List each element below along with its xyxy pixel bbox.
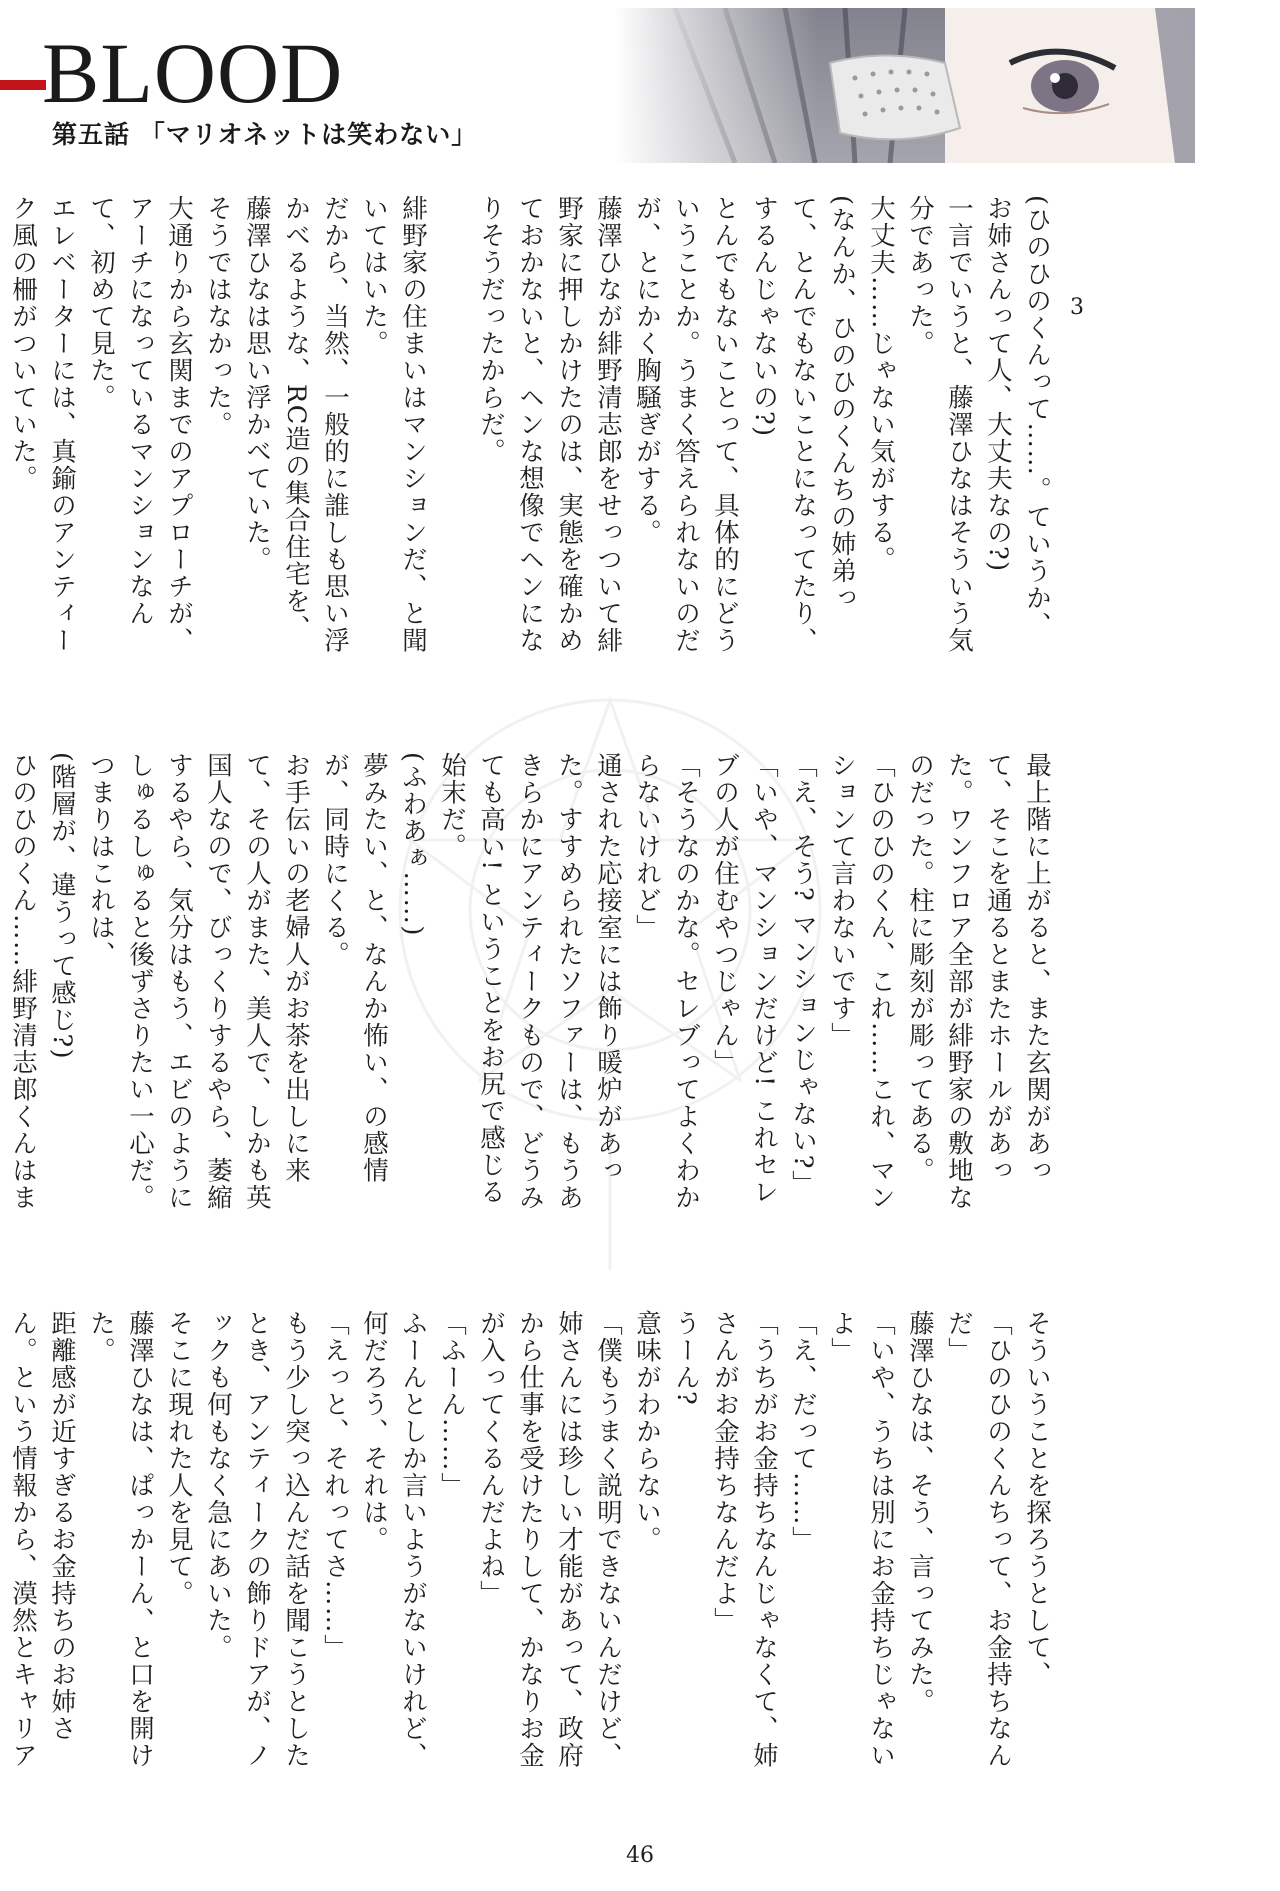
paragraph: 大丈夫……じゃない気がする。 [866,195,896,573]
paragraph: (階層が、違うって感じ?) [47,752,77,1061]
paragraph: 「ひのひのくんちって、お金持ちなんだ」 [944,1310,1013,1769]
paragraph: 距離感が近すぎるお金持ちのお姉さん。という情報から、漠然とキャリア [8,1310,77,1769]
header-illustration [615,8,1195,163]
paragraph: (ふわあぁ……) [398,752,428,937]
paragraph: つまりはこれは、 [86,752,116,968]
paragraph: 「ひのひのくん、これ……これ、マンションて言わないです」 [827,752,896,1211]
paragraph: そうではなかった。 [203,195,233,438]
paragraph: そういうことを探ろうとして、 [1022,1310,1052,1688]
paragraph: そこに現れた人を見て。 [164,1310,194,1607]
paragraph: 通された応接室には飾り暖炉があった。すすめられたソファーは、もうあきらかにアンティークもので、どうみても高い! ということをお尻で感じる始末だ。 [437,752,623,1211]
paragraph: お手伝いの老婦人がお茶を出しに来て、その人がまた、美人で、しかも英国人なので、びっくりするやら、萎縮するやら、気分はもう、エビのようにしゅるしゅると後ずさりたい一心だ。 [125,752,311,1211]
paragraph: 「え、だって……」 [788,1310,818,1553]
paragraph: 「うちがお金持ちなんじゃなくて、姉さんがお金持ちなんだよ」 [710,1310,779,1769]
text-block-middle [8,752,1056,1222]
title-accent-bar [0,80,46,90]
page-number: 46 [626,1843,654,1868]
chapter-subtitle: 第五話 「マリオネットは笑わない」 [52,120,478,149]
paragraph: 最上階に上がると、また玄関があって、そこを通るとまたホールがあった。ワンフロア全部が緋野家の敷地なのだった。柱に彫刻が彫ってある。 [905,752,1052,1211]
paragraph: 夢みたい、と、なんか怖い、の感情が、同時にくる。 [320,752,389,1184]
paragraph: だから、当然、一般的に誰しも思い浮かべるような、RC造の集合住宅を、藤澤ひなは思い浮かべていた。 [242,195,350,654]
paragraph: とんでもないことって、具体的にどういうことか。うまく答えられないのだが、とにかく胸騒ぎがする。 [632,195,740,654]
paragraph: 「ふーん……」 [437,1310,467,1499]
paragraph: 意味がわからない。 [632,1310,662,1553]
paragraph: 「いや、うちは別にお金持ちじゃないよ」 [827,1310,896,1769]
paragraph: 「いや、マンションだけど! これセレブの人が住むやつじゃん」 [710,752,779,1206]
text-block-top [8,195,1056,665]
paragraph: もう少し突っ込んだ話を聞こうとしたとき、アンティークの飾りドアが、ノックも何もなく急にあいた。 [203,1310,311,1769]
paragraph: ひのひのくん……緋野清志郎くんはま [8,752,38,1211]
paragraph: (ひのひのくんって……。ていうか、お姉さんって人、大丈夫なの?) [983,195,1052,639]
paragraph: 藤澤ひなは、そう、言ってみた。 [905,1310,935,1715]
text-block-bottom [8,1310,1056,1780]
paragraph: 「そうなのかな。セレブってよくわからないけれど」 [632,752,701,1211]
paragraph: エレベーターには、真鍮のアンティーク風の柵がついていた。 [8,195,77,654]
paragraph: うーん? [671,1310,701,1407]
paragraph: 「えっと、それってさ……」 [320,1310,350,1661]
paragraph: ふーんとしか言いようがないけれど、何だろう、それは。 [359,1310,428,1769]
paragraph: 一言でいうと、藤澤ひなはそういう気分であった。 [905,195,974,654]
book-title: BLOOD [42,25,344,121]
section-number: 3 [1070,295,1084,320]
paragraph: 緋野家の住まいはマンションだ、と聞いてはいた。 [359,195,428,654]
paragraph: 藤澤ひなは、ぱっかーん、と口を開けた。 [86,1310,155,1769]
paragraph: 「え、そう? マンションじゃない?」 [788,752,818,1197]
paragraph: 大通りから玄関までのアプローチが、アーチになっているマンションなんて、初めて見た。 [86,195,194,654]
page-header [0,0,1280,160]
paragraph: (なんか、ひのひのくんちの姉弟って、とんでもないことになってたり、するんじゃないの?) [749,195,857,654]
paragraph: 「僕もうまく説明できないんだけど、姉さんには珍しい才能があって、政府から仕事を受けたりして、かなりお金が入ってくるんだよね」 [476,1310,623,1769]
paragraph: 藤澤ひなが緋野清志郎をせっついて緋野家に押しかけたのは、実態を確かめておかないと、ヘンな想像でヘンになりそうだったからだ。 [476,195,623,654]
